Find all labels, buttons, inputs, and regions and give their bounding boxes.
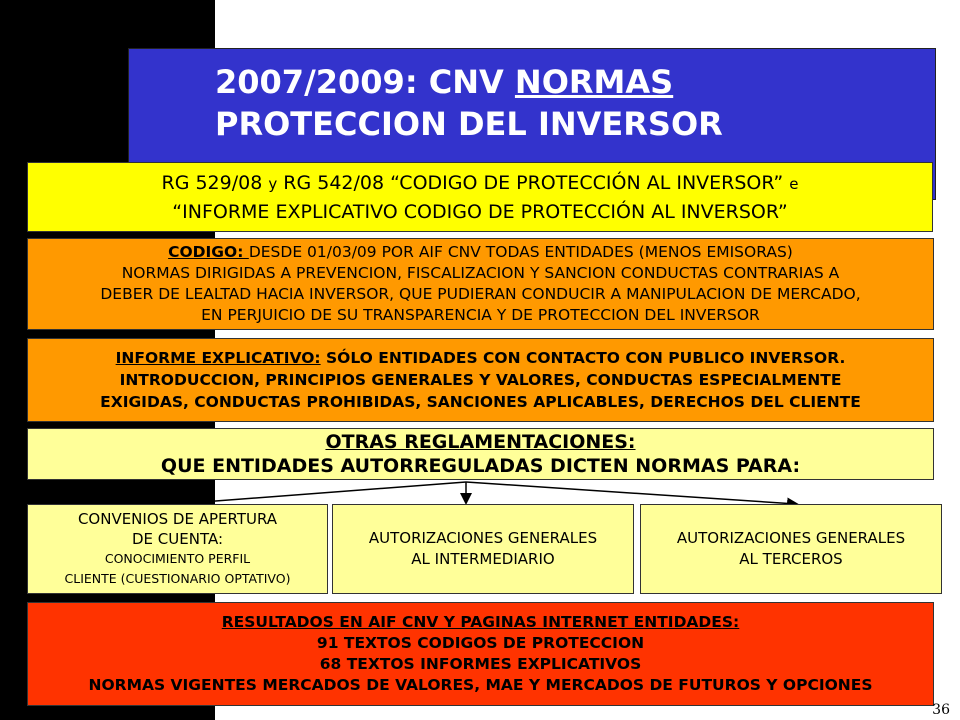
rg-line1 bbox=[162, 169, 799, 198]
informe-box bbox=[27, 338, 934, 422]
codigo-label: CODIGO: bbox=[168, 243, 249, 261]
aut-intermediario-line2: AL INTERMEDIARIO bbox=[411, 550, 555, 568]
rg-box bbox=[27, 162, 933, 232]
aut-terceros-line2: AL TERCEROS bbox=[739, 550, 843, 568]
informe-line3: EXIGIDAS, CONDUCTAS PROHIBIDAS, SANCIONES APLICABLES, DERECHOS DEL CLIENTE bbox=[100, 393, 861, 411]
title-normas: NORMAS bbox=[514, 63, 674, 101]
arrow-right bbox=[466, 482, 796, 504]
resultados-heading: RESULTADOS EN AIF CNV Y PAGINAS INTERNET ENTIDADES: bbox=[221, 613, 740, 631]
title-prefix: 2007/2009: CNV bbox=[215, 63, 515, 101]
title-line2: PROTECCION DEL INVERSOR bbox=[215, 105, 723, 143]
resultados-box bbox=[27, 602, 934, 706]
codigo-box bbox=[27, 238, 934, 330]
resultados-line4: NORMAS VIGENTES MERCADOS DE VALORES, MAE Y MERCADOS DE FUTUROS Y OPCIONES bbox=[88, 676, 873, 694]
rg-line1-a: RG 529/08 bbox=[161, 171, 269, 194]
slide-title bbox=[215, 61, 723, 145]
aut-terceros-line1: AUTORIZACIONES GENERALES bbox=[676, 529, 906, 547]
codigo-line1-text: DESDE 01/03/09 POR AIF CNV TODAS ENTIDADES (MENOS EMISORAS) bbox=[248, 243, 793, 261]
resultados-line2: 91 TEXTOS CODIGOS DE PROTECCION bbox=[316, 634, 645, 652]
codigo-line3: DEBER DE LEALTAD HACIA INVERSOR, QUE PUDIERAN CONDUCIR A MANIPULACION DE MERCADO, bbox=[100, 285, 861, 303]
otras-line2: QUE ENTIDADES AUTORREGULADAS DICTEN NORMAS PARA: bbox=[160, 455, 801, 477]
otras-box bbox=[27, 428, 934, 480]
convenios-box bbox=[27, 504, 328, 594]
informe-line1-text: SÓLO ENTIDADES CON CONTACTO CON PUBLICO INVERSOR. bbox=[320, 349, 846, 367]
rg-line1-b: RG 542/08 “CODIGO DE PROTECCIÓN AL INVERSOR” bbox=[277, 171, 790, 194]
otras-heading: OTRAS REGLAMENTACIONES: bbox=[325, 431, 636, 453]
informe-line2: INTRODUCCION, PRINCIPIOS GENERALES Y VALORES, CONDUCTAS ESPECIALMENTE bbox=[119, 371, 842, 389]
codigo-line4: EN PERJUICIO DE SU TRANSPARENCIA Y DE PROTECCION DEL INVERSOR bbox=[201, 306, 760, 324]
arrow-left bbox=[176, 482, 466, 504]
autorizaciones-terceros-box bbox=[640, 504, 942, 594]
resultados-line3: 68 TEXTOS INFORMES EXPLICATIVOS bbox=[319, 655, 642, 673]
codigo-line1 bbox=[168, 242, 793, 263]
autorizaciones-intermediario-box bbox=[332, 504, 634, 594]
convenios-line4: CLIENTE (CUESTIONARIO OPTATIVO) bbox=[64, 571, 291, 586]
convenios-line3: CONOCIMIENTO PERFIL bbox=[104, 551, 251, 566]
convenios-line1: CONVENIOS DE APERTURA bbox=[77, 510, 278, 528]
informe-label: INFORME EXPLICATIVO: bbox=[115, 349, 321, 367]
aut-intermediario-line1: AUTORIZACIONES GENERALES bbox=[368, 529, 598, 547]
rg-line1-y: y bbox=[268, 174, 278, 193]
page-number: 36 bbox=[932, 702, 950, 718]
codigo-line2: NORMAS DIRIGIDAS A PREVENCION, FISCALIZACION Y SANCION CONDUCTAS CONTRARIAS A bbox=[121, 264, 840, 282]
rg-line1-e: e bbox=[789, 174, 799, 193]
convenios-line2: DE CUENTA: bbox=[132, 530, 223, 548]
rg-line2: “INFORME EXPLICATIVO CODIGO DE PROTECCIÓN AL INVERSOR” bbox=[172, 200, 788, 223]
informe-line1 bbox=[116, 347, 846, 369]
